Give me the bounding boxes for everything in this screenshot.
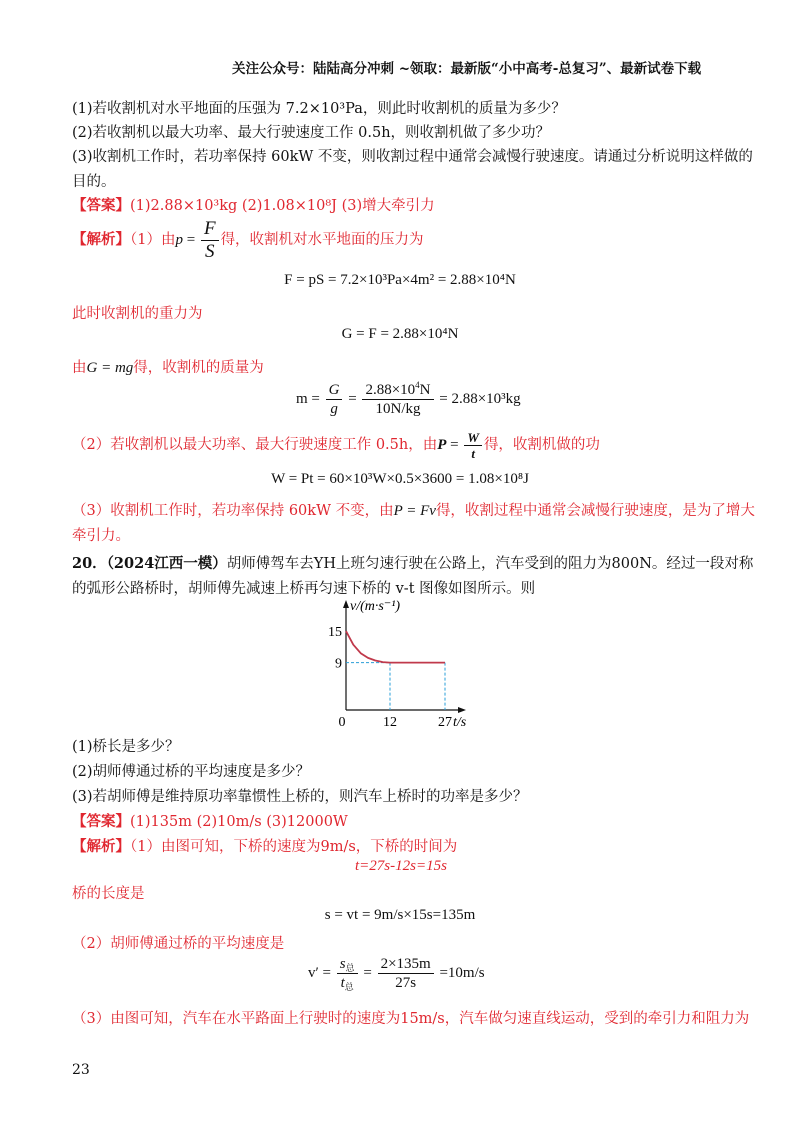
q20-stem-cont: 的弧形公路桥时，胡师傅先减速上桥再匀速下桥的 v-t 图像如图所示。则	[72, 581, 536, 597]
equation-force: F = pS = 7.2×10³Pa×4m² = 2.88×10⁴N	[284, 272, 516, 288]
question-text: 胡师傅驾车去YH上班匀速行驶在公路上，汽车受到的阻力为800N。经过一段对称	[226, 556, 754, 572]
answer-label: 【答案】	[72, 813, 130, 830]
q20-question-3: (3)若胡师傅是维持原功率靠惯性上桥的，则汽车上桥时的功率是多少？	[72, 789, 528, 805]
equation-gravity: G = F = 2.88×10⁴N	[341, 326, 459, 342]
question-number: 20．	[72, 555, 107, 572]
analysis-text: 得，收割机对水平地面的压力为	[220, 231, 424, 248]
velocity-rhs: =10m/s	[439, 964, 485, 981]
analysis-text: （2）若收割机以最大功率、最大行驶速度工作 0.5h，由	[72, 437, 438, 453]
analysis-text: （1）由图可知，下桥的速度为9m/s，下桥的时间为	[130, 839, 458, 855]
q19-analysis-step3	[72, 356, 264, 377]
q19-analysis-step1	[72, 218, 424, 263]
analysis-text: （1）由	[130, 231, 176, 248]
q20-analysis-step2: 桥的长度是	[72, 886, 145, 902]
velocity-curve	[346, 631, 445, 663]
x-tick-label: 12	[383, 715, 397, 728]
q20-answer	[72, 810, 348, 831]
x-axis-arrow	[458, 707, 466, 713]
mass-rhs: = 2.88×10³kg	[439, 390, 521, 407]
equation-mass: m = $\frac{G}{g}$ = $\frac{2.88\times 10^4N}{10N/kg}$ = 2.88×10³kg	[296, 380, 521, 417]
q19-analysis-step2: 此时收割机的重力为	[72, 306, 203, 322]
analysis-text: 得，收割机的质量为	[133, 360, 264, 376]
analysis-label: 【解析】	[72, 230, 130, 248]
pressure-formula: p = $\frac{F}{S}$	[175, 232, 220, 248]
analysis-text: 由	[72, 360, 87, 376]
answer-text: (1)135m (2)10m/s (3)12000W	[130, 814, 348, 830]
y-axis-arrow	[343, 600, 349, 608]
equation-length: s = vt = 9m/s×15s=135m	[324, 907, 476, 923]
x-tick-label: 27	[438, 715, 452, 728]
y-axis-label: v/(m·s⁻¹)	[350, 599, 401, 614]
gravity-formula: G = mg	[86, 360, 134, 376]
q20-question-1: (1)桥长是多少？	[72, 739, 180, 755]
vt-graph	[320, 598, 470, 728]
q20-analysis-step3: （2）胡师傅通过桥的平均速度是	[72, 936, 285, 952]
q20-question-2: (2)胡师傅通过桥的平均速度是多少？	[72, 764, 311, 780]
answer-text: (1)2.88×10³kg (2)1.08×10⁸J (3)增大牵引力	[130, 198, 435, 214]
x-axis-label: t/s	[453, 715, 467, 728]
velocity-lhs: v′ =	[308, 964, 331, 981]
analysis-text: 得，收割机做的功	[483, 437, 600, 453]
q19-analysis-step5-cont: 牵引力。	[72, 528, 130, 544]
analysis-text: 得，收割过程中通常会减慢行驶速度，是为了增大	[435, 503, 755, 519]
q20-analysis-step4: （3）由图可知，汽车在水平路面上行驶时的速度为15m/s，汽车做匀速直线运动，受到的牵引力和阻力为	[72, 1011, 750, 1027]
y-tick-label: 9	[335, 656, 342, 672]
origin-label: 0	[338, 715, 346, 728]
q19-analysis-step4	[72, 430, 600, 461]
power-velocity-formula: P = Fv	[393, 503, 436, 519]
q19-answer	[72, 194, 435, 215]
y-tick-label: 15	[328, 625, 342, 641]
answer-label: 【答案】	[72, 197, 130, 214]
q20-stem	[72, 552, 753, 573]
mass-lhs: m =	[296, 390, 320, 407]
equation-time: t=27s-12s=15s	[355, 858, 447, 874]
q20-analysis-step1	[72, 835, 457, 856]
page-header: 关注公众号：陆陆高分冲刺 ~领取：最新版“小中高考-总复习”、最新试卷下载	[232, 61, 702, 77]
equation-work: W = Pt = 60×10³W×0.5×3600 = 1.08×10⁸J	[271, 471, 529, 487]
q19-question-3-cont: 目的。	[72, 174, 116, 190]
power-formula: P = $\frac{W}{t}$	[437, 437, 484, 453]
question-source: （2024江西一模）	[106, 555, 227, 572]
analysis-text: （3）收割机工作时，若功率保持 60kW 不变，由	[72, 503, 394, 519]
q19-question-1: (1)若收割机对水平地面的压强为 7.2×10³Pa，则此时收割机的质量为多少？	[72, 101, 566, 117]
equation-average-velocity: v′ = $\frac{s_总}{t_总}$ = $\frac{2\times 135m}{27s}$ =10m/s	[308, 956, 485, 992]
q19-question-3: (3)收割机工作时，若功率保持 60kW 不变，则收割过程中通常会减慢行驶速度。请通过分析说明这样做的	[72, 149, 753, 165]
q19-question-2: (2)若收割机以最大功率、最大行驶速度工作 0.5h，则收割机做了多少功？	[72, 125, 551, 141]
page-number: 23	[72, 1062, 90, 1078]
q19-analysis-step5	[72, 499, 755, 520]
analysis-label: 【解析】	[72, 838, 130, 855]
